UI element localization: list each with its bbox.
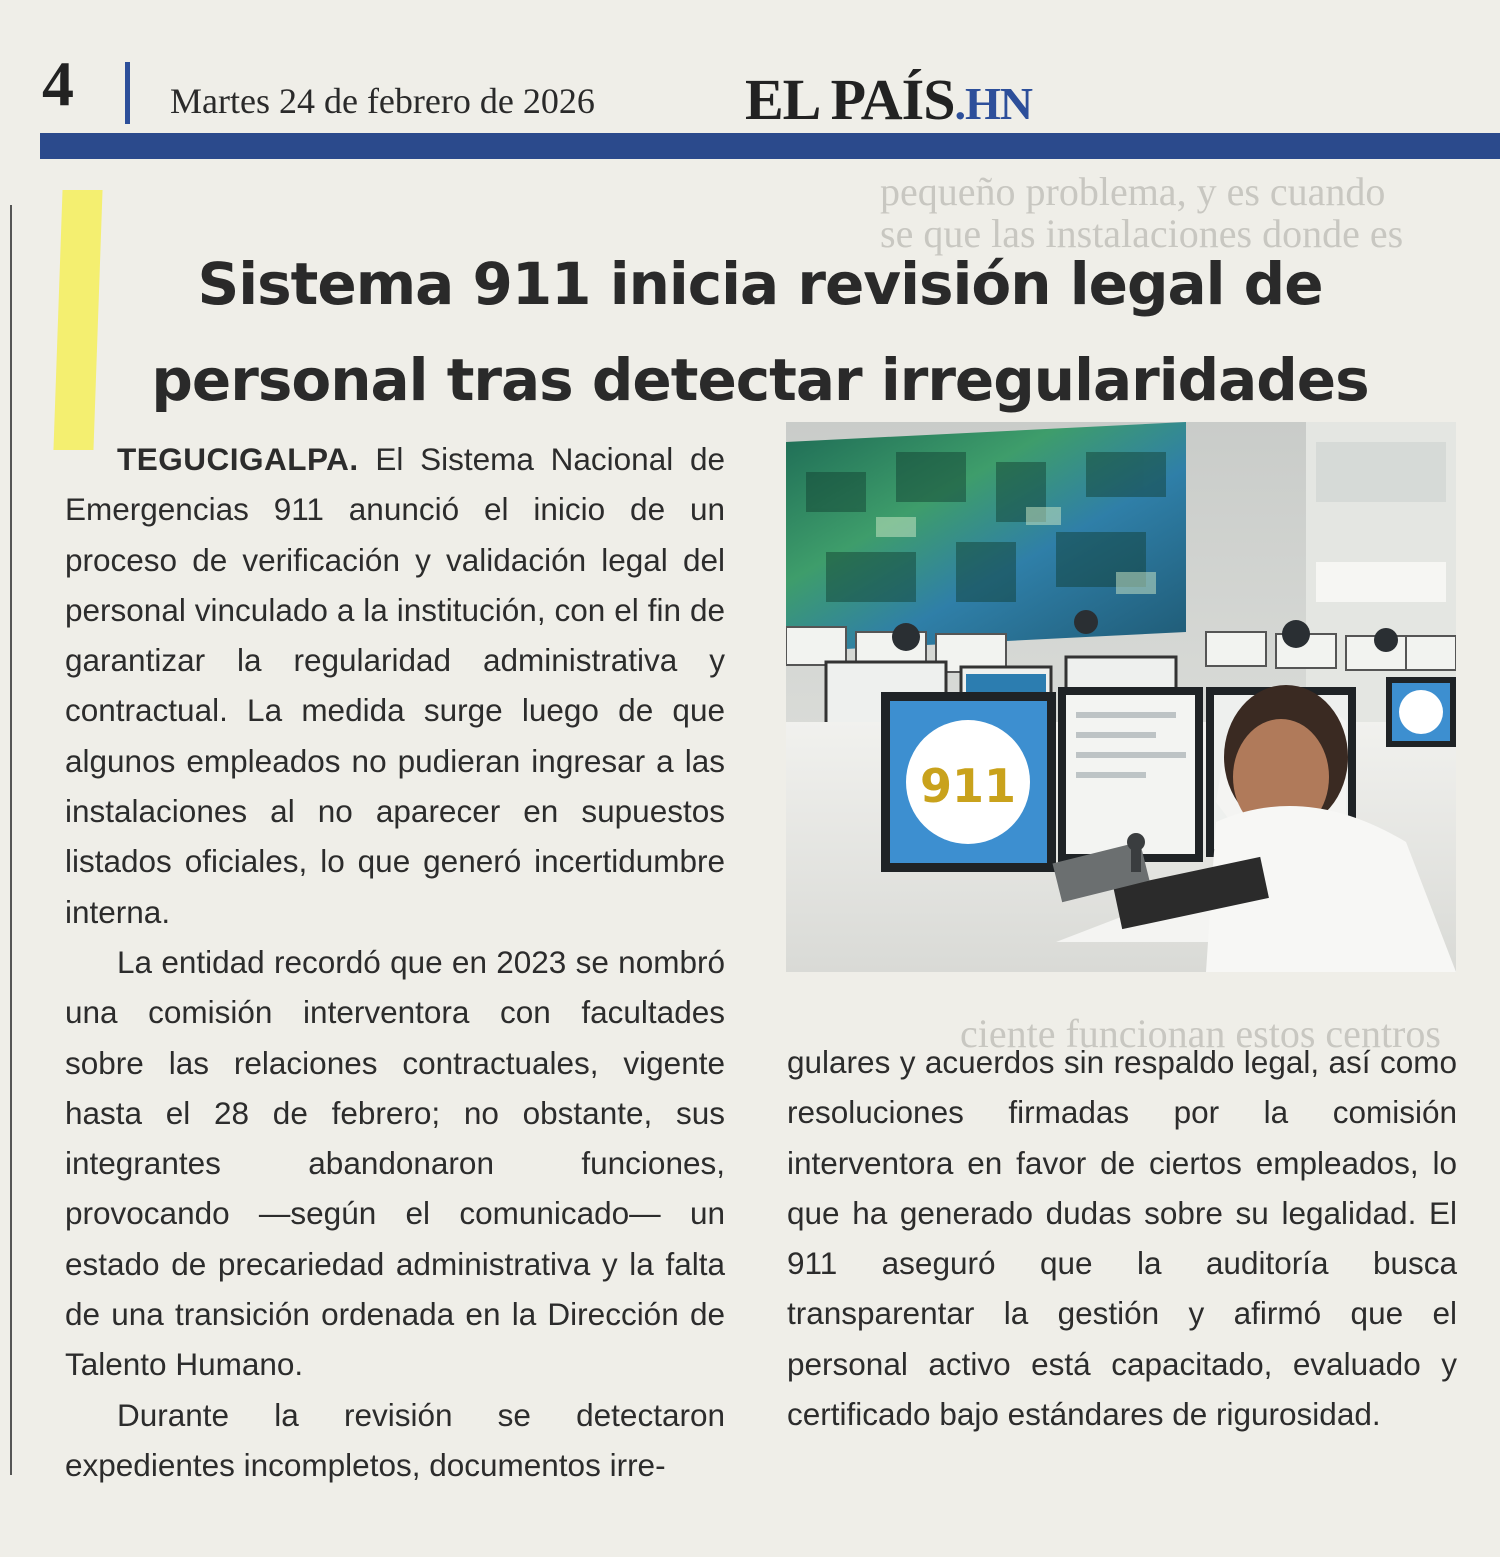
article-headline: Sistema 911 inicia revisión legal de personal tras detectar irregularidades <box>151 250 1369 414</box>
column-rule <box>10 205 12 1475</box>
page-number: 4 <box>42 48 74 119</box>
article-column-right <box>787 1037 1457 1439</box>
dateline: TEGUCIGALPA. <box>117 441 359 477</box>
masthead <box>745 66 1032 133</box>
paragraph-text: El Sistema Nacional de Emergencias 911 anunció el inicio de un proceso de verificación y validación legal del personal vinculado a la institución, con el fin de garantizar la regularidad administrativa y contractual. La medida surge luego de que algunos empleados no pudieran ingresar a las instalaciones al no aparecer en supuestos listados oficiales, lo que generó incertidumbre interna. <box>65 441 725 930</box>
article-paragraph <box>65 434 725 937</box>
article-column-left <box>65 434 725 1490</box>
911-logo: 911 <box>919 759 1017 813</box>
publication-date: Martes 24 de febrero de 2026 <box>170 81 595 121</box>
masthead-suffix: .HN <box>954 78 1033 129</box>
article-paragraph: La entidad recordó que en 2023 se nombró una comisión interventora con facultades sobre las relaciones contractuales, vigente hasta el 28 de febrero; no obstante, sus integrantes abandonaron funciones, provocando —según el comunicado— un estado de precariedad administrativa y la falta de una transición ordenada en la Dirección de Talento Humano. <box>65 943 725 1383</box>
bleed-text: se que las instalaciones donde es <box>880 211 1404 256</box>
article-photo <box>786 422 1456 972</box>
header-rule <box>40 133 1500 159</box>
article-paragraph: Durante la revisión se detectaron expedientes incompletos, documentos irre- <box>65 1396 725 1483</box>
bleed-text: pequeño problema, y es cuando <box>880 169 1386 214</box>
article-paragraph: gulares y acuerdos sin respaldo legal, así como resoluciones firmadas por la comisión interventora en favor de ciertos empleados, lo que ha generado dudas sobre su legalidad. El 911 aseguró que la auditoría busca transparentar la gestión y afirmó que el personal activo está capacitado, evaluado y certificado bajo estándares de rigurosidad. <box>787 1044 1457 1433</box>
bleed-text: ciente funcionan estos centros <box>960 1011 1441 1056</box>
control-room-photo <box>786 422 1456 972</box>
header-divider <box>125 62 130 124</box>
masthead-name: EL PAÍS <box>745 67 955 132</box>
